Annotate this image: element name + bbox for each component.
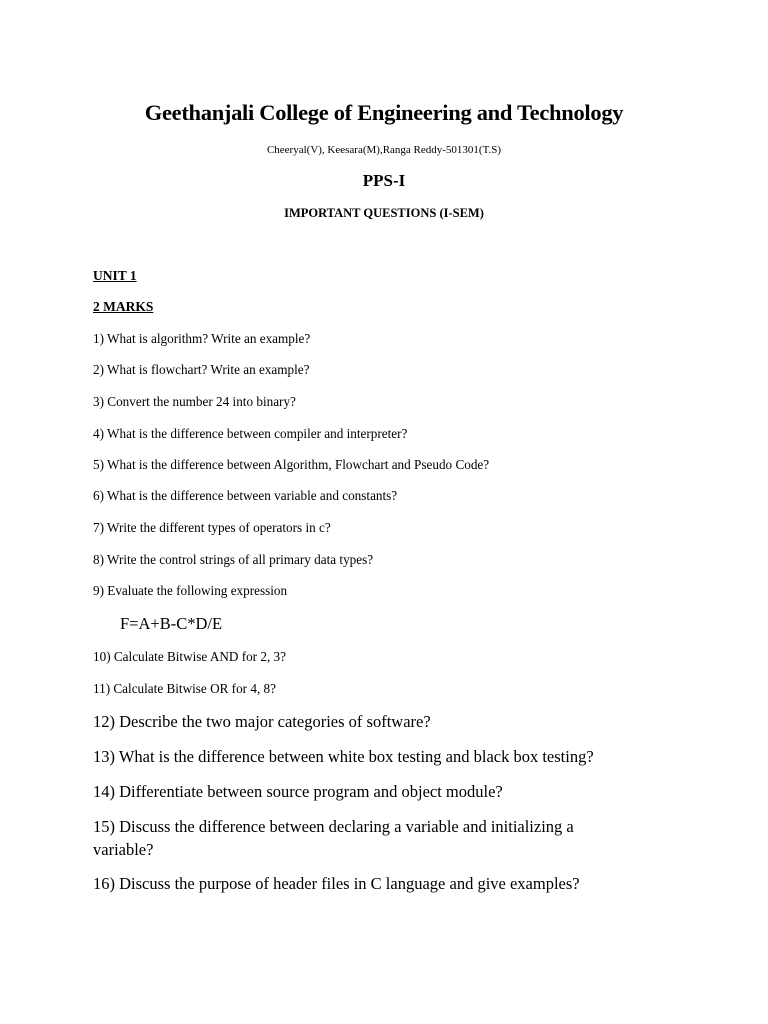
question-9: 9) Evaluate the following expression (93, 583, 288, 598)
question-13: 13) What is the difference between white box testing and black box testing? (93, 747, 594, 766)
question-11: 11) Calculate Bitwise OR for 4, 8? (93, 681, 276, 696)
college-name-text: eethanjali College of Engineering and Technology (161, 100, 624, 125)
question-5: 5) What is the difference between Algorithm, Flowchart and Pseudo Code? (93, 457, 490, 472)
college-address: Cheeryal(V), Keesara(M),Ranga Reddy-501301(T.S) (266, 144, 502, 156)
question-10: 10) Calculate Bitwise AND for 2, 3? (93, 649, 287, 664)
question-6: 6) What is the difference between variable and constants? (93, 488, 398, 503)
question-7: 7) Write the different types of operators in c? (93, 520, 331, 535)
course-title: PPS-I (362, 171, 406, 190)
college-initial: G (144, 100, 162, 125)
question-9-formula: F=A+B-C*D/E (120, 614, 223, 633)
college-name (0, 100, 768, 126)
question-1: 1) What is algorithm? Write an example? (93, 331, 311, 346)
question-8: 8) Write the control strings of all primary data types? (93, 552, 374, 567)
unit-heading: UNIT 1 (93, 268, 137, 283)
question-12: 12) Describe the two major categories of software? (93, 712, 431, 731)
document-subtitle: IMPORTANT QUESTIONS (I-SEM) (284, 206, 484, 220)
marks-heading: 2 MARKS (93, 299, 154, 314)
question-14: 14) Differentiate between source program and object module? (93, 782, 503, 801)
question-4: 4) What is the difference between compiler and interpreter? (93, 426, 408, 441)
question-15-line-2: variable? (93, 840, 154, 859)
question-15-line-1: 15) Discuss the difference between declaring a variable and initializing a (93, 817, 574, 836)
question-16: 16) Discuss the purpose of header files in C language and give examples? (93, 874, 580, 893)
question-3: 3) Convert the number 24 into binary? (93, 394, 296, 409)
question-2: 2) What is flowchart? Write an example? (93, 362, 310, 377)
